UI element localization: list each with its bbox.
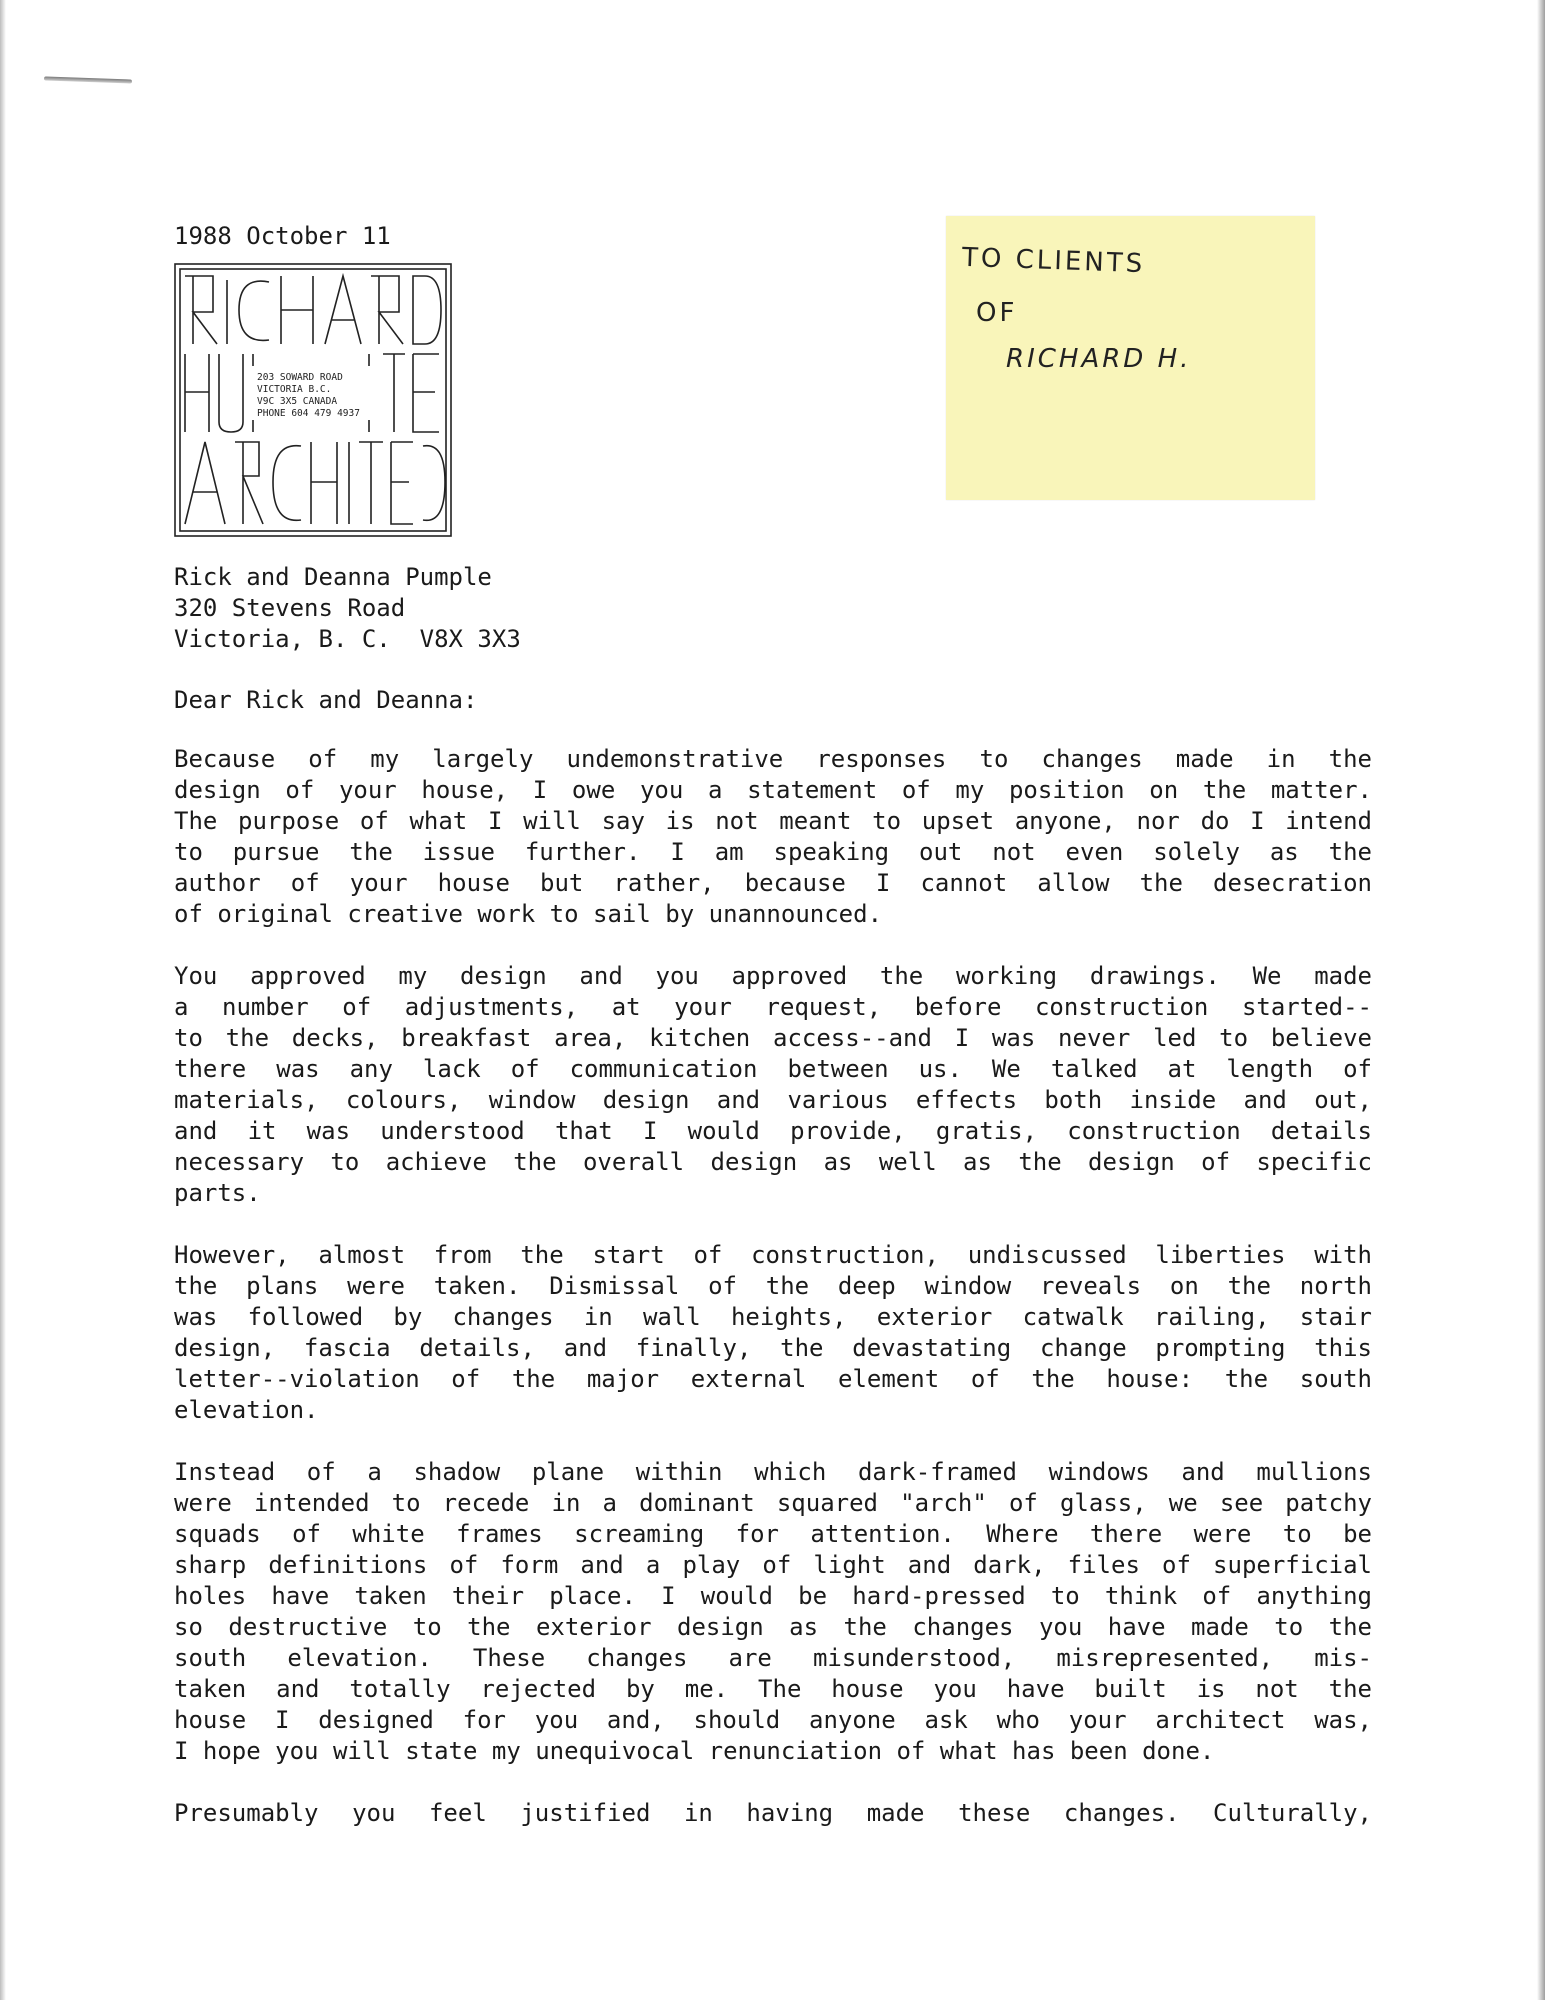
svg-text:VICTORIA B.C.: VICTORIA B.C. <box>257 384 332 395</box>
text-line: letter--violation of the major external element of the house: the south <box>174 1365 1372 1393</box>
text-line: Presumably you feel justified in having made these changes. Culturally, <box>174 1799 1372 1827</box>
page-edge-right <box>1537 0 1545 2000</box>
text-line: the plans were taken. Dismissal of the deep window reveals on the north <box>174 1272 1372 1300</box>
text-line: parts. <box>174 1179 261 1207</box>
address-line: Rick and Deanna Pumple <box>174 563 492 591</box>
text-line: a number of adjustments, at your request, before construction started-- <box>174 993 1372 1021</box>
text-line: holes have taken their place. I would be hard-pressed to think of anything <box>174 1582 1372 1610</box>
staple-mark <box>44 76 132 83</box>
paragraph <box>174 1240 1372 1426</box>
text-line: of original creative work to sail by unannounced. <box>174 900 883 928</box>
text-line: house I designed for you and, should anyone ask who your architect was, <box>174 1706 1372 1734</box>
text-line: You approved my design and you approved the working drawings. We made <box>174 962 1372 990</box>
paragraph <box>174 744 1372 930</box>
text-line: to the decks, breakfast area, kitchen access--and I was never led to believe <box>174 1024 1372 1052</box>
paragraph <box>174 1457 1372 1767</box>
sticky-note-line: RICHARD H. <box>1006 344 1192 374</box>
text-line: taken and totally rejected by me. The house you have built is not the <box>174 1675 1372 1703</box>
text-line: materials, colours, window design and various effects both inside and out, <box>174 1086 1372 1114</box>
svg-text:PHONE 604 479 4937: PHONE 604 479 4937 <box>257 408 360 419</box>
text-line: necessary to achieve the overall design as well as the design of specific <box>174 1148 1372 1176</box>
text-line: squads of white frames screaming for attention. Where there were to be <box>174 1520 1372 1548</box>
text-line: I hope you will state my unequivocal renunciation of what has been done. <box>174 1737 1215 1765</box>
letter-date: 1988 October 11 <box>174 222 391 250</box>
paragraph <box>174 961 1372 1209</box>
text-line: design, fascia details, and finally, the devastating change prompting this <box>174 1334 1372 1362</box>
text-line: to pursue the issue further. I am speaking out not even solely as the <box>174 838 1372 866</box>
text-line: However, almost from the start of construction, undiscussed liberties with <box>174 1241 1372 1269</box>
text-line: were intended to recede in a dominant squared "arch" of glass, we see patchy <box>174 1489 1372 1517</box>
architect-logo <box>173 262 453 538</box>
text-line: so destructive to the exterior design as the changes you have made to the <box>174 1613 1372 1641</box>
page-edge-left <box>0 0 6 2000</box>
text-line: Instead of a shadow plane within which dark-framed windows and mullions <box>174 1458 1372 1486</box>
address-line: Victoria, B. C. V8X 3X3 <box>174 625 521 653</box>
svg-text:V9C 3X5 CANADA: V9C 3X5 CANADA <box>257 396 338 407</box>
paragraph <box>174 1798 1372 1829</box>
text-line: elevation. <box>174 1396 319 1424</box>
text-line: and it was understood that I would provide, gratis, construction details <box>174 1117 1372 1145</box>
sticky-note <box>946 216 1315 500</box>
sticky-note-line: OF <box>976 298 1018 328</box>
letter-body <box>174 744 1372 1860</box>
sticky-note-line: TO CLIENTS <box>961 242 1146 280</box>
recipient-address <box>174 562 521 655</box>
svg-text:203 SOWARD ROAD: 203 SOWARD ROAD <box>257 372 343 383</box>
text-line: sharp definitions of form and a play of light and dark, files of superficial <box>174 1551 1372 1579</box>
address-line: 320 Stevens Road <box>174 594 406 622</box>
text-line: was followed by changes in wall heights, exterior catwalk railing, stair <box>174 1303 1372 1331</box>
text-line: Because of my largely undemonstrative responses to changes made in the <box>174 745 1372 773</box>
salutation: Dear Rick and Deanna: <box>174 686 478 714</box>
text-line: The purpose of what I will say is not meant to upset anyone, nor do I intend <box>174 807 1372 835</box>
text-line: there was any lack of communication between us. We talked at length of <box>174 1055 1372 1083</box>
text-line: author of your house but rather, because I cannot allow the desecration <box>174 869 1372 897</box>
text-line: south elevation. These changes are misunderstood, misrepresented, mis- <box>174 1644 1372 1672</box>
text-line: design of your house, I owe you a statement of my position on the matter. <box>174 776 1372 804</box>
